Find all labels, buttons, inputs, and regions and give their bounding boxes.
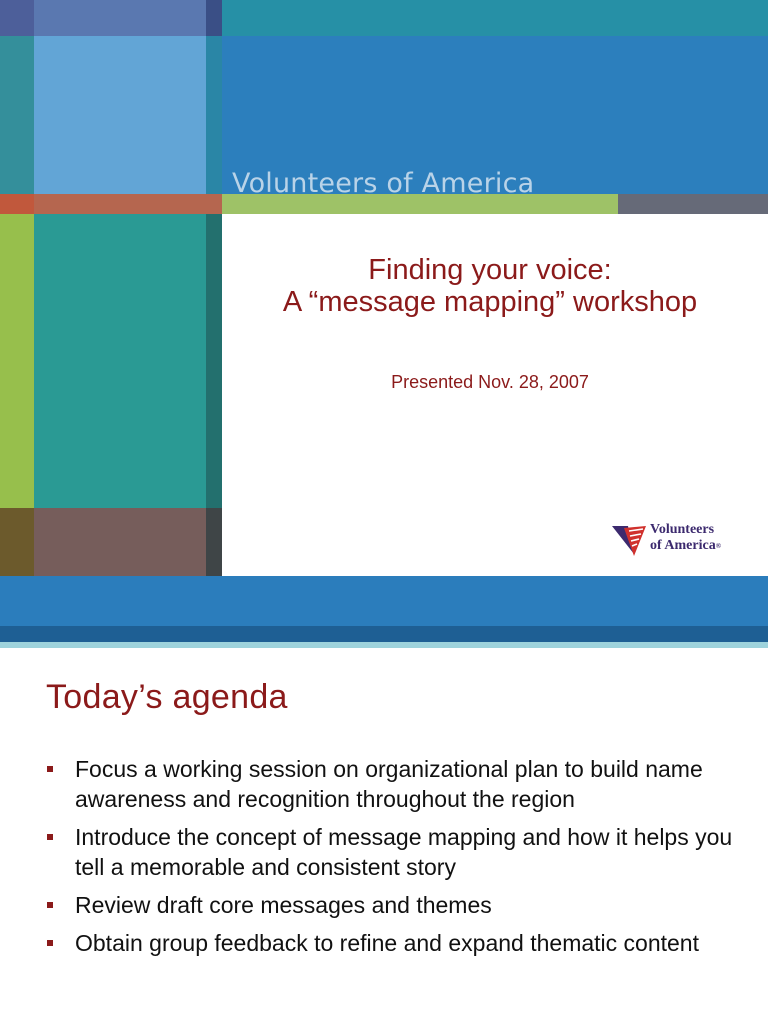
bg-stripe (34, 194, 222, 214)
bg-block (222, 0, 768, 36)
bg-block (0, 36, 34, 194)
logo-line-2: of America (650, 538, 716, 553)
agenda-item (46, 928, 746, 958)
bg-block (206, 36, 222, 194)
bg-block (206, 214, 222, 508)
title-line-2: A “message mapping” workshop (282, 286, 698, 318)
agenda-item-text: Focus a working session on organizational plan to build name awareness and recognition throughout the region (75, 756, 703, 812)
bg-stripe (0, 642, 768, 648)
agenda-item (46, 890, 746, 920)
bg-block (0, 214, 34, 508)
bg-stripe (0, 194, 34, 214)
agenda-list (46, 754, 746, 966)
flag-v-icon (610, 522, 650, 558)
bg-block (34, 0, 206, 36)
title-line-1: Finding your voice: (368, 254, 612, 286)
bg-block (34, 508, 206, 576)
logo-line-1: Volunteers (650, 522, 715, 537)
agenda-item (46, 822, 746, 882)
bg-block (0, 626, 768, 642)
agenda-item (46, 754, 746, 814)
logo-text (650, 522, 721, 554)
bullet-icon (47, 902, 53, 908)
org-logo (610, 520, 768, 560)
bg-block (206, 0, 222, 36)
bullet-icon (47, 766, 53, 772)
bg-block (0, 508, 34, 576)
trademark-mark: ® (715, 542, 721, 550)
title-box (222, 214, 768, 576)
agenda-item-text: Obtain group feedback to refine and expand thematic content (75, 930, 699, 956)
bg-block (0, 0, 34, 36)
presented-date: Presented Nov. 28, 2007 (391, 372, 589, 392)
bg-block (0, 576, 768, 626)
bg-stripe (618, 194, 768, 214)
bg-block (34, 214, 206, 508)
agenda-item-text: Introduce the concept of message mapping and how it helps you tell a memorable and consistent story (75, 824, 733, 880)
agenda-title: Today’s agenda (46, 678, 288, 716)
bullet-icon (47, 940, 53, 946)
agenda-slide (0, 654, 768, 1024)
bg-block (34, 36, 206, 194)
agenda-item-text: Review draft core messages and themes (75, 892, 492, 918)
bg-block (206, 508, 222, 576)
bullet-icon (47, 834, 53, 840)
org-wordmark: Volunteers of America (232, 168, 535, 199)
